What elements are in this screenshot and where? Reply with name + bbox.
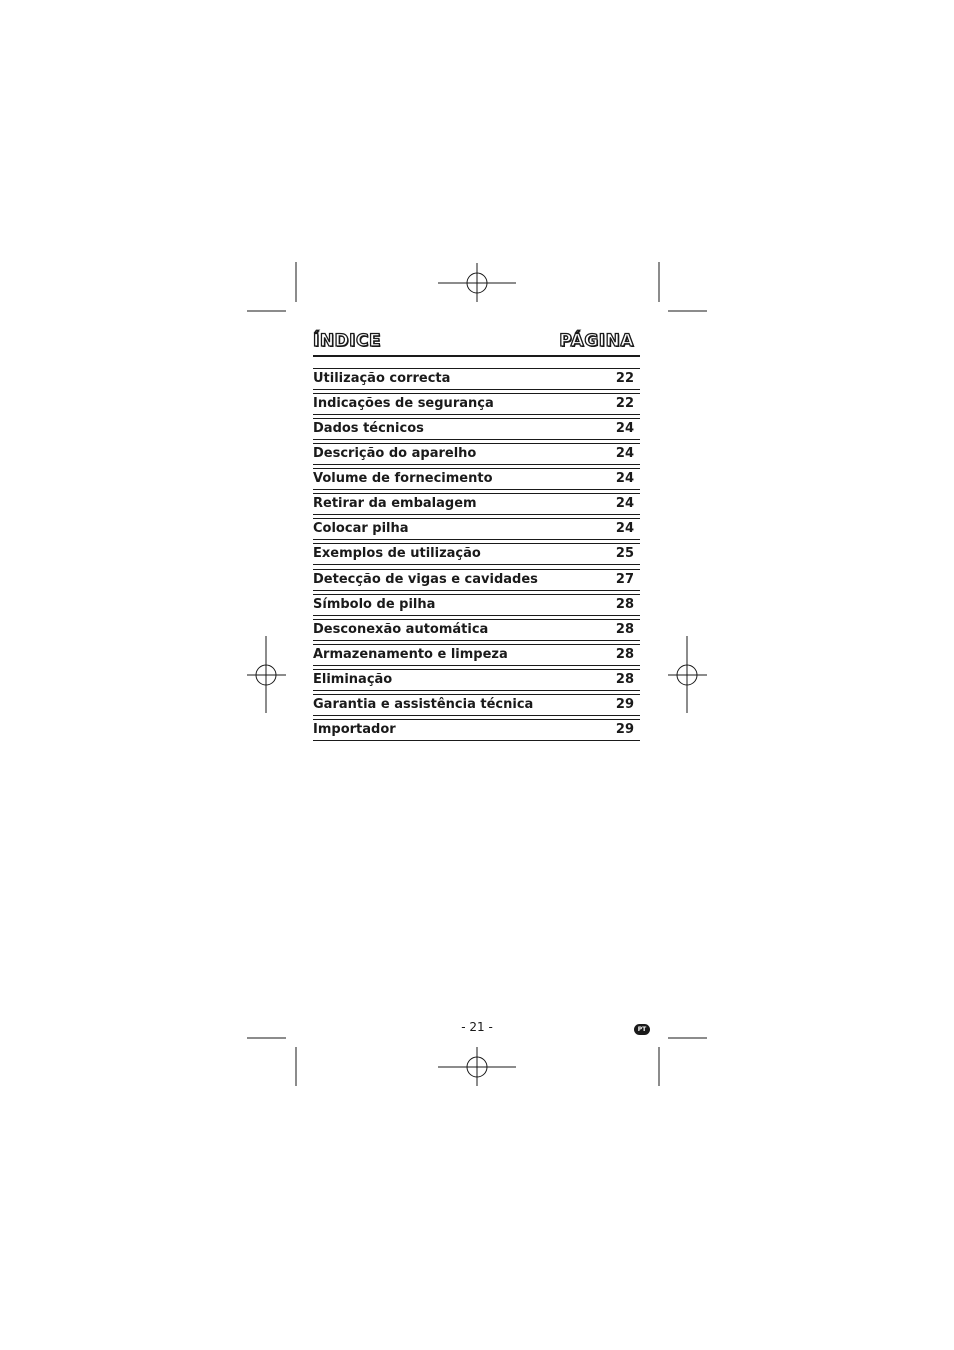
toc-entry-page: 28 [615,671,634,687]
toc-entry [313,669,640,691]
toc-entry [313,644,640,666]
toc-entry [313,468,640,490]
registration-mark-right [668,636,707,713]
toc-entry-page: 24 [615,471,634,487]
toc-entry [313,368,640,390]
toc-entries [313,368,640,744]
toc-entry-title: Dados técnicos [313,421,424,437]
toc-entry-title: Detecção de vigas e cavidades [313,571,538,587]
toc-entry [313,719,640,741]
toc-entry-title: Importador [313,721,396,737]
toc-entry-page: 22 [615,396,634,412]
toc-entry-title: Exemplos de utilização [313,546,481,562]
toc-entry-title: Retirar da embalagem [313,496,477,512]
toc-entry-title: Indicações de segurança [313,396,494,412]
toc-entry [313,543,640,565]
toc-entry-page: 29 [615,721,634,737]
toc-entry-page: 24 [615,521,634,537]
registration-mark-left [247,636,286,713]
toc-heading-page: PÁGINA [559,331,634,351]
toc-entry [313,619,640,641]
toc-entry-page: 25 [615,546,634,562]
toc-entry [313,694,640,716]
toc-entry-title: Símbolo de pilha [313,596,436,612]
toc-entry-title: Volume de fornecimento [313,471,493,487]
toc-entry-page: 24 [615,446,634,462]
toc-heading-index: ÍNDICE [313,331,382,351]
toc-entry-page: 28 [615,646,634,662]
toc-header [313,331,640,357]
registration-mark-bottom [438,1047,516,1086]
toc-entry-title: Eliminação [313,671,393,687]
toc-entry-title: Garantia e assistência técnica [313,696,534,712]
toc-entry [313,493,640,515]
toc-entry-title: Descrição do aparelho [313,446,477,462]
toc-entry [313,518,640,540]
toc-entry-page: 24 [615,421,634,437]
page-number: - 21 - [461,1020,493,1034]
toc-entry [313,418,640,440]
language-badge: PT [634,1024,650,1035]
toc-entry-page: 22 [615,371,634,386]
registration-mark-top [438,263,516,302]
toc-entry-page: 29 [615,696,634,712]
toc-entry-page: 28 [615,621,634,637]
toc-entry [313,443,640,465]
toc-entry-title: Colocar pilha [313,521,409,537]
toc-entry-title: Utilização correcta [313,371,451,386]
toc-entry-page: 28 [615,596,634,612]
toc-entry-title: Armazenamento e limpeza [313,646,508,662]
toc-entry [313,393,640,415]
table-of-contents [313,331,640,737]
toc-entry-page: 27 [615,571,634,587]
toc-entry [313,594,640,616]
toc-entry-title: Desconexão automática [313,621,489,637]
toc-entry-page: 24 [615,496,634,512]
toc-entry [313,569,640,591]
